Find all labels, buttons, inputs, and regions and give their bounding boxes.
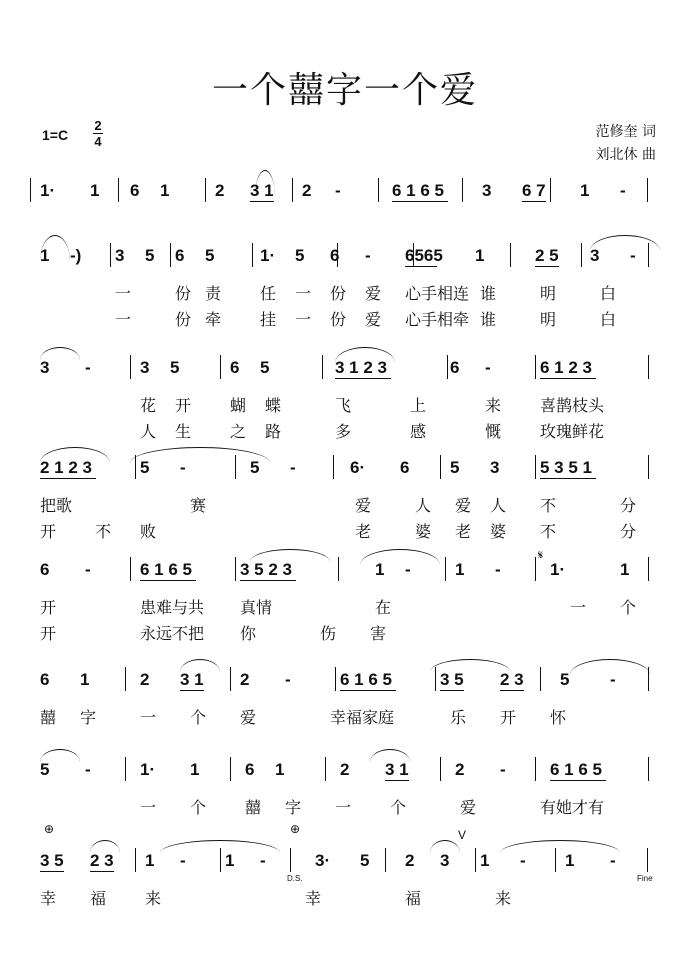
lyric-verse-2: 永远不把	[140, 624, 205, 643]
bar-line	[475, 848, 476, 872]
bar-line	[648, 557, 649, 581]
beam-underline	[385, 780, 409, 781]
page-title: 一个囍字一个爱	[211, 70, 478, 111]
note: 1	[190, 760, 200, 779]
lyric-verse-1: 蝴	[230, 396, 247, 415]
lyric-verse-2: 害	[370, 624, 387, 643]
lyric-verse-1: 个	[190, 798, 207, 817]
note: -	[630, 246, 636, 265]
note: 1	[160, 181, 170, 200]
lyric-verse-2: 老	[355, 522, 372, 541]
note: 3 1 2 3	[335, 358, 387, 377]
lyric-verse-1: 一	[140, 708, 157, 727]
lyric-verse-1: 福	[90, 889, 107, 908]
lyric-verse-1: 幸福家庭	[330, 708, 395, 727]
bar-line	[378, 178, 379, 202]
note: -	[495, 560, 501, 579]
note: 5	[170, 358, 180, 377]
note: 6	[400, 458, 410, 477]
lyric-verse-1: 份	[330, 284, 347, 303]
note: -	[180, 458, 186, 477]
lyric-verse-2: 份	[330, 310, 347, 329]
note: 1	[145, 851, 155, 870]
lyric-verse-1: 囍	[245, 798, 262, 817]
note: 2 1 2 3	[40, 458, 92, 477]
lyric-verse-2: 开	[40, 522, 57, 541]
lyric-verse-2: 开	[40, 624, 57, 643]
note: 6 1 6 5	[550, 760, 602, 779]
composer-credit: 刘北休 曲	[595, 147, 656, 163]
note: 2	[302, 181, 312, 200]
lyric-verse-2: 多	[335, 422, 352, 441]
note: -)	[70, 246, 82, 265]
bar-line	[30, 178, 31, 202]
note: 1	[475, 246, 485, 265]
bar-line	[338, 557, 339, 581]
note: 3 1	[385, 760, 409, 779]
lyric-verse-1: 开	[500, 708, 517, 727]
lyric-verse-1: 真情	[240, 598, 273, 617]
lyric-verse-2: 玫瑰鲜花	[540, 422, 605, 441]
lyric-verse-2: 婆	[415, 522, 432, 541]
notation-line	[30, 747, 660, 783]
lyric-verse-1: 在	[375, 598, 392, 617]
note: 5	[205, 246, 215, 265]
bar-line	[648, 757, 649, 781]
note: 1·	[40, 181, 56, 200]
lyric-verse-1: 爱	[365, 284, 382, 303]
lyric-verse-2: 不	[540, 522, 557, 541]
meter-top: 2	[94, 118, 102, 133]
beam-underline	[40, 478, 96, 479]
lyric-verse-1: 一	[295, 284, 312, 303]
lyricist-credit: 范修奎 词	[595, 124, 656, 140]
lyric-verse-1: 分	[620, 496, 637, 515]
lyric-verse-1: 赛	[190, 496, 207, 515]
bar-line	[462, 178, 463, 202]
note: -	[290, 458, 296, 477]
beam-underline	[392, 201, 448, 202]
lyric-verse-2: 败	[140, 522, 157, 541]
note: 6 1 6 5	[392, 181, 444, 200]
segno-sign: 𝄋	[538, 548, 544, 562]
lyric-verse-2: 人	[140, 422, 157, 441]
note: 1	[455, 560, 465, 579]
lyric-verse-1: 来	[145, 889, 162, 908]
note: -	[620, 181, 626, 200]
beam-underline	[500, 690, 524, 691]
note: -	[610, 670, 616, 689]
time-signature	[93, 119, 103, 148]
note: 3	[140, 358, 150, 377]
lyric-verse-1: 把歌	[40, 496, 73, 515]
lyric-verse-1: 人	[415, 496, 432, 515]
note: 5	[295, 246, 305, 265]
note: 6	[450, 358, 460, 377]
bar-line	[125, 757, 126, 781]
lyric-verse-1: 飞	[335, 396, 352, 415]
lyric-verse-1: 谁	[480, 284, 497, 303]
note: 1	[275, 760, 285, 779]
lyric-verse-1: 一	[335, 798, 352, 817]
lyric-verse-1: 不	[540, 496, 557, 515]
note: 5	[260, 358, 270, 377]
lyric-verse-1: 上	[410, 396, 427, 415]
lyric-verse-1: 爱	[355, 496, 372, 515]
lyric-verse-1: 人	[490, 496, 507, 515]
bar-line	[292, 178, 293, 202]
note: 6	[330, 246, 340, 265]
lyric-verse-1: 一	[115, 284, 132, 303]
lyric-verse-1: 患难与共	[140, 598, 205, 617]
lyric-verse-1: 个	[620, 598, 637, 617]
note: 5 3 5 1	[540, 458, 592, 477]
lyric-verse-2: 慨	[485, 422, 502, 441]
note: 1	[90, 181, 100, 200]
lyric-verse-1: 乐	[450, 708, 467, 727]
lyric-verse-1: 字	[285, 798, 302, 817]
beam-underline	[240, 580, 296, 581]
lyric-verse-2: 一	[295, 310, 312, 329]
note: 6565	[405, 246, 443, 265]
lyric-verse-2: 感	[410, 422, 427, 441]
note: 6	[40, 670, 50, 689]
lyric-verse-2: 之	[230, 422, 247, 441]
bar-line	[333, 455, 334, 479]
lyric-verse-2: 份	[175, 310, 192, 329]
bar-line	[440, 757, 441, 781]
note: 2	[140, 670, 150, 689]
note: 3·	[315, 851, 331, 870]
note: 6	[230, 358, 240, 377]
note: -	[485, 358, 491, 377]
coda-sign: ⊕	[44, 822, 55, 836]
note: 5	[250, 458, 260, 477]
lyric-verse-1: 爱	[460, 798, 477, 817]
beam-underline	[540, 478, 596, 479]
bar-line	[440, 455, 441, 479]
note: -	[180, 851, 186, 870]
note: 2 3	[500, 670, 524, 689]
bar-line	[335, 667, 336, 691]
note: 3	[115, 246, 125, 265]
lyric-verse-1: 幸	[305, 889, 322, 908]
lyric-verse-2: 路	[265, 422, 282, 441]
note: 2	[340, 760, 350, 779]
bar-line	[235, 557, 236, 581]
note: 1	[480, 851, 490, 870]
bar-line	[510, 243, 511, 267]
note: 6 1 2 3	[540, 358, 592, 377]
notation-line	[30, 233, 660, 269]
lyric-verse-1: 开	[175, 396, 192, 415]
bar-line	[170, 243, 171, 267]
bar-line	[447, 355, 448, 379]
bar-line	[125, 667, 126, 691]
lyric-verse-2: 爱	[365, 310, 382, 329]
meter-bottom: 4	[94, 134, 102, 149]
note: 2	[240, 670, 250, 689]
note: -	[500, 760, 506, 779]
breath-mark: V	[458, 828, 467, 842]
note: 6	[40, 560, 50, 579]
note: 2	[455, 760, 465, 779]
note: 1	[80, 670, 90, 689]
note: -	[335, 181, 341, 200]
note: 6	[245, 760, 255, 779]
lyric-verse-1: 囍	[40, 708, 57, 727]
note: -	[260, 851, 266, 870]
bar-line	[648, 455, 649, 479]
lyric-verse-2: 老	[455, 522, 472, 541]
lyric-verse-1: 来	[485, 396, 502, 415]
lyric-verse-1: 字	[80, 708, 97, 727]
note: 5	[145, 246, 155, 265]
lyric-verse-2: 婆	[490, 522, 507, 541]
beam-underline	[522, 201, 546, 202]
note: -	[610, 851, 616, 870]
bar-line	[535, 455, 536, 479]
lyric-verse-2: 不	[95, 522, 112, 541]
note: 1	[225, 851, 235, 870]
note: 2	[405, 851, 415, 870]
note: 3	[482, 181, 492, 200]
note: 6 1 6 5	[340, 670, 392, 689]
note: 1·	[550, 560, 566, 579]
lyric-verse-1: 有她才有	[540, 798, 605, 817]
bar-line	[290, 848, 291, 872]
lyric-verse-2: 伤	[320, 624, 337, 643]
lyric-verse-1: 责	[205, 284, 222, 303]
bar-line	[540, 667, 541, 691]
lyric-verse-1: 花	[140, 396, 157, 415]
note: 5	[360, 851, 370, 870]
note: 5	[40, 760, 50, 779]
lyric-verse-1: 一	[140, 798, 157, 817]
bar-line	[647, 848, 648, 872]
beam-underline	[440, 690, 464, 691]
bar-line	[130, 557, 131, 581]
bar-line	[230, 757, 231, 781]
note: 1	[565, 851, 575, 870]
lyric-verse-2: 谁	[480, 310, 497, 329]
note: 6	[130, 181, 140, 200]
beam-underline	[180, 690, 204, 691]
note: 6·	[350, 458, 366, 477]
note: -	[85, 760, 91, 779]
note: 3 1	[180, 670, 204, 689]
beam-underline	[90, 871, 114, 872]
bar-line	[130, 355, 131, 379]
note: 5	[560, 670, 570, 689]
lyric-verse-1: 爱	[455, 496, 472, 515]
lyric-verse-2: 心手相牵	[405, 310, 470, 329]
note: 3 5	[440, 670, 464, 689]
note: 6 1 6 5	[140, 560, 192, 579]
lyric-verse-1: 蝶	[265, 396, 282, 415]
note: -	[520, 851, 526, 870]
lyric-verse-1: 来	[495, 889, 512, 908]
note: 1	[580, 181, 590, 200]
note: 3 5 2 3	[240, 560, 292, 579]
bar-line	[322, 355, 323, 379]
bar-line	[385, 848, 386, 872]
bar-line	[445, 557, 446, 581]
note: -	[365, 246, 371, 265]
bar-line	[581, 243, 582, 267]
note: 5	[140, 458, 150, 477]
lyric-verse-1: 份	[175, 284, 192, 303]
note: 3	[40, 358, 50, 377]
lyric-verse-2: 生	[175, 422, 192, 441]
lyric-verse-2: 分	[620, 522, 637, 541]
bar-line	[535, 355, 536, 379]
bar-line	[647, 178, 648, 202]
note: 2 5	[535, 246, 559, 265]
lyric-verse-2: 牵	[205, 310, 222, 329]
beam-underline	[535, 266, 559, 267]
bar-line	[535, 557, 536, 581]
bar-line	[648, 355, 649, 379]
lyric-verse-1: 福	[405, 889, 422, 908]
lyric-verse-1: 白	[600, 284, 617, 303]
beam-underline	[405, 266, 437, 267]
note: 2	[215, 181, 225, 200]
fine-mark: Fine	[637, 874, 653, 883]
lyric-verse-2: 你	[240, 624, 257, 643]
note: 3 5	[40, 851, 64, 870]
note: 3	[590, 246, 600, 265]
lyric-verse-1: 个	[190, 708, 207, 727]
bar-line	[252, 243, 253, 267]
notation-line	[30, 547, 660, 583]
note: 1	[620, 560, 630, 579]
lyric-verse-1: 爱	[240, 708, 257, 727]
lyric-verse-1: 任	[260, 284, 277, 303]
lyric-verse-2: 白	[600, 310, 617, 329]
bar-line	[550, 178, 551, 202]
beam-underline	[540, 378, 596, 379]
note: 1·	[140, 760, 156, 779]
note: 1	[40, 246, 50, 265]
lyric-verse-1: 明	[540, 284, 557, 303]
bar-line	[325, 757, 326, 781]
note: -	[285, 670, 291, 689]
coda-sign: ⊕	[290, 822, 301, 836]
notation-line	[30, 445, 660, 481]
lyric-verse-1: 怀	[550, 708, 567, 727]
beam-underline	[335, 378, 391, 379]
note: 1·	[260, 246, 276, 265]
notation-line	[30, 168, 660, 204]
note: 3 1	[250, 181, 274, 200]
lyric-verse-1: 一	[570, 598, 587, 617]
note: -	[405, 560, 411, 579]
note: -	[85, 560, 91, 579]
beam-underline	[250, 201, 274, 202]
lyric-verse-1: 幸	[40, 889, 57, 908]
note: 3	[490, 458, 500, 477]
note: 1	[375, 560, 385, 579]
bar-line	[230, 667, 231, 691]
beam-underline	[40, 871, 64, 872]
lyric-verse-2: 挂	[260, 310, 277, 329]
key-signature: 1=C	[42, 127, 69, 143]
dal-segno-mark: D.S.	[287, 874, 303, 883]
note: 6 7	[522, 181, 546, 200]
note: 6	[175, 246, 185, 265]
note: 3	[440, 851, 450, 870]
bar-line	[110, 243, 111, 267]
note: 5	[450, 458, 460, 477]
note: 2 3	[90, 851, 114, 870]
lyric-verse-1: 喜鹊枝头	[540, 396, 605, 415]
bar-line	[135, 848, 136, 872]
lyric-verse-2: 一	[115, 310, 132, 329]
beam-underline	[340, 690, 396, 691]
bar-line	[118, 178, 119, 202]
bar-line	[205, 178, 206, 202]
bar-line	[220, 355, 221, 379]
note: -	[85, 358, 91, 377]
lyric-verse-1: 开	[40, 598, 57, 617]
lyric-verse-1: 个	[390, 798, 407, 817]
lyric-verse-1: 心手相连	[405, 284, 470, 303]
bar-line	[535, 757, 536, 781]
beam-underline	[550, 780, 606, 781]
lyric-verse-2: 明	[540, 310, 557, 329]
beam-underline	[140, 580, 196, 581]
notation-line	[30, 657, 660, 693]
